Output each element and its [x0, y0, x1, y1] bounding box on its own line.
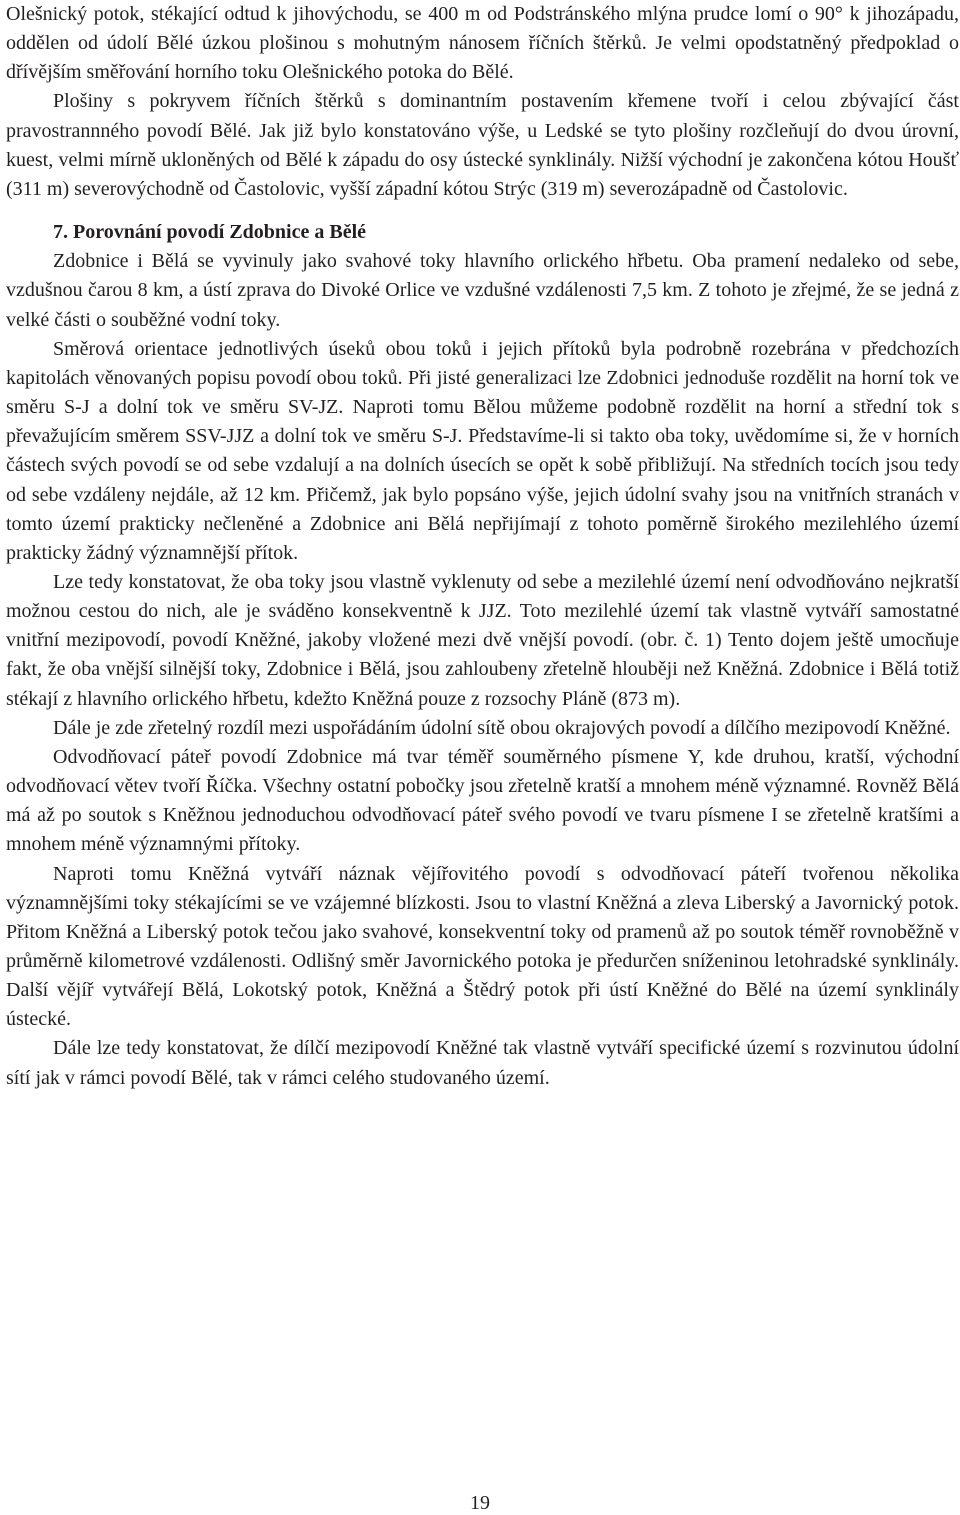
paragraph: Dále je zde zřetelný rozdíl mezi uspořádáním údolní sítě obou okrajových povodí a dílčího mezipovodí Kněžné. — [53, 716, 951, 739]
paragraph: Odvodňovací páteř povodí Zdobnice má tvar téměř souměrného písmene Y, kde druhou, kratší, východní odvodňovací větev tvoří Říčka. Všechny ostatní pobočky jsou zřetelně kratší a mnohem méně významné. Rovněž Bělá má až po soutok s Kněžnou jednoduchou odvodňovací páteř svého povodí ve tvaru písmene I se zřetelně kratšími a mnohem méně významnými přítoky. — [6, 745, 959, 856]
paragraph: Dále lze tedy konstatovat, že dílčí mezipovodí Kněžné tak vlastně vytváří specifické území s rozvinutou údolní sítí jak v rámci povodí Bělé, tak v rámci celého studovaného území. — [6, 1037, 959, 1089]
document-page — [6, 0, 959, 1093]
paragraph: Plošiny s pokryvem říčních štěrků s dominantním postavením křemene tvoří i celou zbývající část pravostrannného povodí Bělé. Jak již bylo konstatováno výše, u Ledské se tyto plošiny rozčleňují do dvou úrovní, kuest, velmi mírně ukloněných od Bělé k západu do osy ústecké synklinály. Nižší východní je zakončena kótou Houšť (311 m) severovýchodně od Častolovic, vyšší západní kótou Strýc (319 m) severozápadně od Častolovic. — [6, 90, 959, 200]
page-number: 19 — [470, 1492, 490, 1514]
paragraph: Olešnický potok, stékající odtud k jihovýchodu, se 400 m od Podstránského mlýna prudce lomí o 90° k jihozápadu, oddělen od údolí Bělé úzkou plošinou s mohutným nánosem říčních štěrků. Je velmi opodstatněný předpoklad o dřívějším směřování horního toku Olešnického potoka do Bělé. — [6, 3, 959, 84]
section-heading — [6, 218, 959, 247]
paragraph: Naproti tomu Kněžná vytváří náznak vějířovitého povodí s odvodňovací páteří tvořenou několika významnějšími toky stékajícími se ve vzájemné blízkosti. Jsou to vlastní Kněžná a zleva Liberský a Javornický potok. Přitom Kněžná a Liberský potok tečou jako svahové, konsekventní toky od pramenů až po soutok téměř rovnoběžně v průměrně kilometrové vzdálenosti. Odlišný směr Javornického potoka je předurčen sníženinou letohradské synklinály. Další vějíř vytvářejí Bělá, Lokotský potok, Kněžná a Štědrý potok při ústí Kněžné do Bělé na území synklinály ústecké. — [6, 862, 959, 1031]
section-number: 7. — [53, 221, 68, 244]
section-title: Porovnání povodí Zdobnice a Bělé — [73, 221, 367, 244]
paragraph: Lze tedy konstatovat, že oba toky jsou vlastně vyklenuty od sebe a mezilehlé území není odvodňováno nejkratší možnou cestou do nich, ale je sváděno konsekventně k JJZ. Toto mezilehlé území tak vlastně vytváří samostatné vnitřní mezipovodí, povodí Kněžné, jakoby vložené mezi dvě vnější povodí. (obr. č. 1) Tento dojem ještě umocňuje fakt, že oba vnější silnější toky, Zdobnice i Bělá, jsou zahloubeny zřetelně hlouběji než Kněžná. Zdobnice i Bělá totiž stékají z hlavního orlického hřbetu, kdežto Kněžná pouze z rozsochy Pláně (873 m). — [6, 570, 959, 710]
paragraph: Zdobnice i Bělá se vyvinuly jako svahové toky hlavního orlického hřbetu. Oba pramení nedaleko od sebe, vzdušnou čarou 8 km, a ústí zprava do Divoké Orlice ve vzdušné vzdálenosti 7,5 km. Z tohoto je zřejmé, že se jedná z velké části o souběžné vodní toky. — [6, 250, 959, 331]
paragraph: Směrová orientace jednotlivých úseků obou toků i jejich přítoků byla podrobně rozebrána v předchozích kapitolách věnovaných popisu povodí obou toků. Při jisté generalizaci lze Zdobnici jednoduše rozdělit na horní tok ve směru S-J a dolní tok ve směru SV-JZ. Naproti tomu Bělou můžeme podobně rozdělit na horní a střední tok s převažujícím směrem SSV-JJZ a dolní tok ve směru S-J. Představíme-li si takto oba toky, uvědomíme si, že v horních částech svých povodí se od sebe vzdalují a na dolních úsecích se opět k sobě přibližují. Na středních tocích jsou tedy od sebe vzdáleny nejdále, až 12 km. Přičemž, jak bylo popsáno výše, jejich údolní svahy jsou na vnitřních stranách v tomto území prakticky nečleněné a Zdobnice ani Bělá nepřijímají z tohoto poměrně širokého mezilehlého území prakticky žádný významnější přítok. — [6, 337, 959, 564]
